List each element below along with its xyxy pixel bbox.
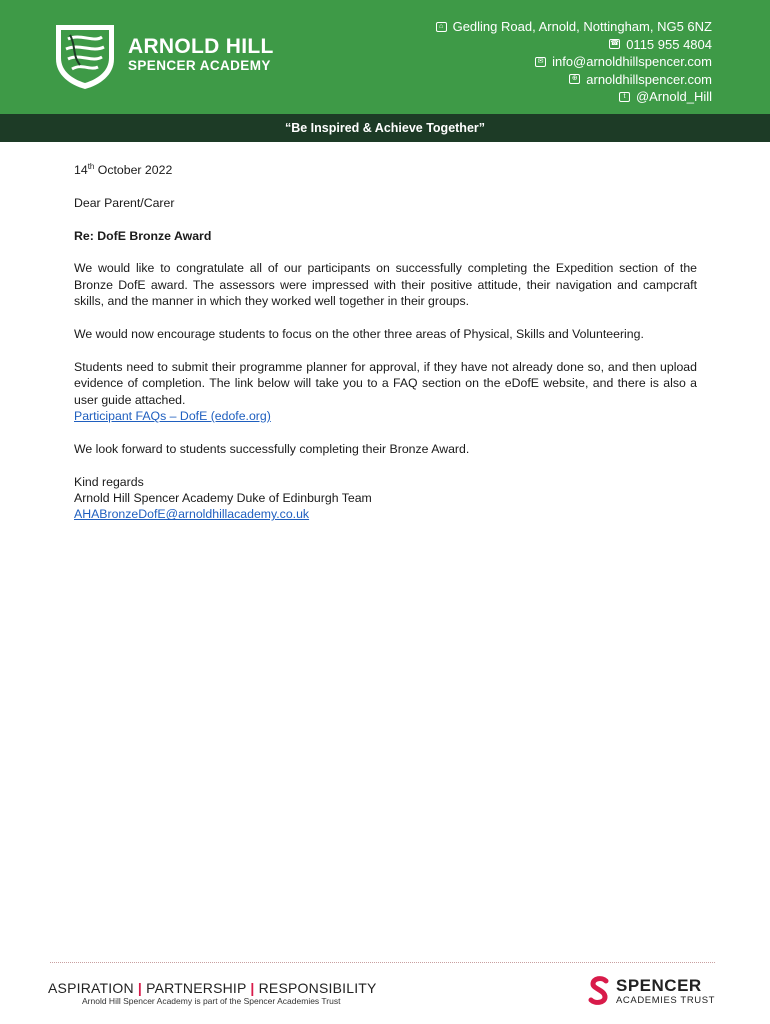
contact-email[interactable] [436,53,712,71]
value-partnership: PARTNERSHIP [146,980,247,996]
date-suffix: th [87,161,95,171]
paragraph-2: We would now encourage students to focus on the other three areas of Physical, Skills and Volunteering. [74,327,644,341]
subject-line: Re: DofE Bronze Award [74,228,212,243]
faq-link-line [74,408,697,424]
closing: Kind regards [74,474,144,489]
school-crest-logo [50,21,120,91]
trust-note: Arnold Hill Spencer Academy is part of the Spencer Academies Trust [82,996,341,1006]
contact-website[interactable] [436,71,712,89]
paragraph-4: We look forward to students successfully completing their Bronze Award. [74,441,470,456]
web-icon: ⊕ [569,74,580,84]
spencer-trust-text [616,977,715,1006]
twitter-icon: t [619,92,630,102]
signoff: Arnold Hill Spencer Academy Duke of Edinburgh Team [74,491,372,506]
location-icon: ⌂ [436,22,447,32]
paragraph-1: We would like to congratulate all of our participants on successfully completing the Expedition section of the Bronze DofE award. The assessors were impressed with their positive attitude, their navigation and campcraft skills, and the manner in which they worked well together in their groups. [74,261,697,309]
school-name-line1: ARNOLD HILL [128,35,274,58]
motto-bar: “Be Inspired & Achieve Together” [0,114,770,142]
contact-address-text: Gedling Road, Arnold, Nottingham, NG5 6NZ [452,19,712,34]
footer-values [48,980,377,996]
value-aspiration: ASPIRATION [48,980,134,996]
paragraph-3-text: Students need to submit their programme planner for approval, if they have not already done so, and then upload evidence of completion. The link below will take you to a FAQ section on the eDofE website, and there is also a user guide attached. [74,359,697,407]
faq-link[interactable]: Participant FAQs – DofE (edofe.org) [74,409,271,424]
school-name [128,36,274,74]
date-rest: October 2022 [94,163,173,177]
letterhead-header [0,0,770,114]
salutation: Dear Parent/Carer [74,195,175,210]
contact-address [436,18,712,36]
contact-phone-text: 0115 955 4804 [626,36,712,52]
spencer-name: SPENCER [616,975,702,995]
paragraph-3 [74,359,697,408]
contact-email-text[interactable]: info@arnoldhillspencer.com [552,54,712,69]
spencer-trust-logo [588,976,715,1006]
email-icon: ✉ [535,57,546,67]
letter-date [74,162,697,178]
contact-twitter-text[interactable]: @Arnold_Hill [635,89,712,104]
letter-body [74,162,697,523]
value-separator: | [137,980,142,996]
spencer-sub: ACADEMIES TRUST [616,994,716,1006]
school-name-line2: SPENCER ACADEMY [128,58,271,73]
spencer-s-icon [588,976,610,1006]
value-separator: | [250,980,255,996]
contact-website-text[interactable]: arnoldhillspencer.com [586,71,712,87]
value-responsibility: RESPONSIBILITY [258,980,377,996]
contact-block [436,18,712,106]
contact-twitter[interactable] [436,88,712,106]
phone-icon: ☎ [610,40,620,48]
footer-divider [50,962,715,963]
contact-phone [436,36,712,54]
date-day: 14 [74,163,88,177]
email-link[interactable]: AHABronzeDofE@arnoldhillacademy.co.uk [74,507,310,522]
